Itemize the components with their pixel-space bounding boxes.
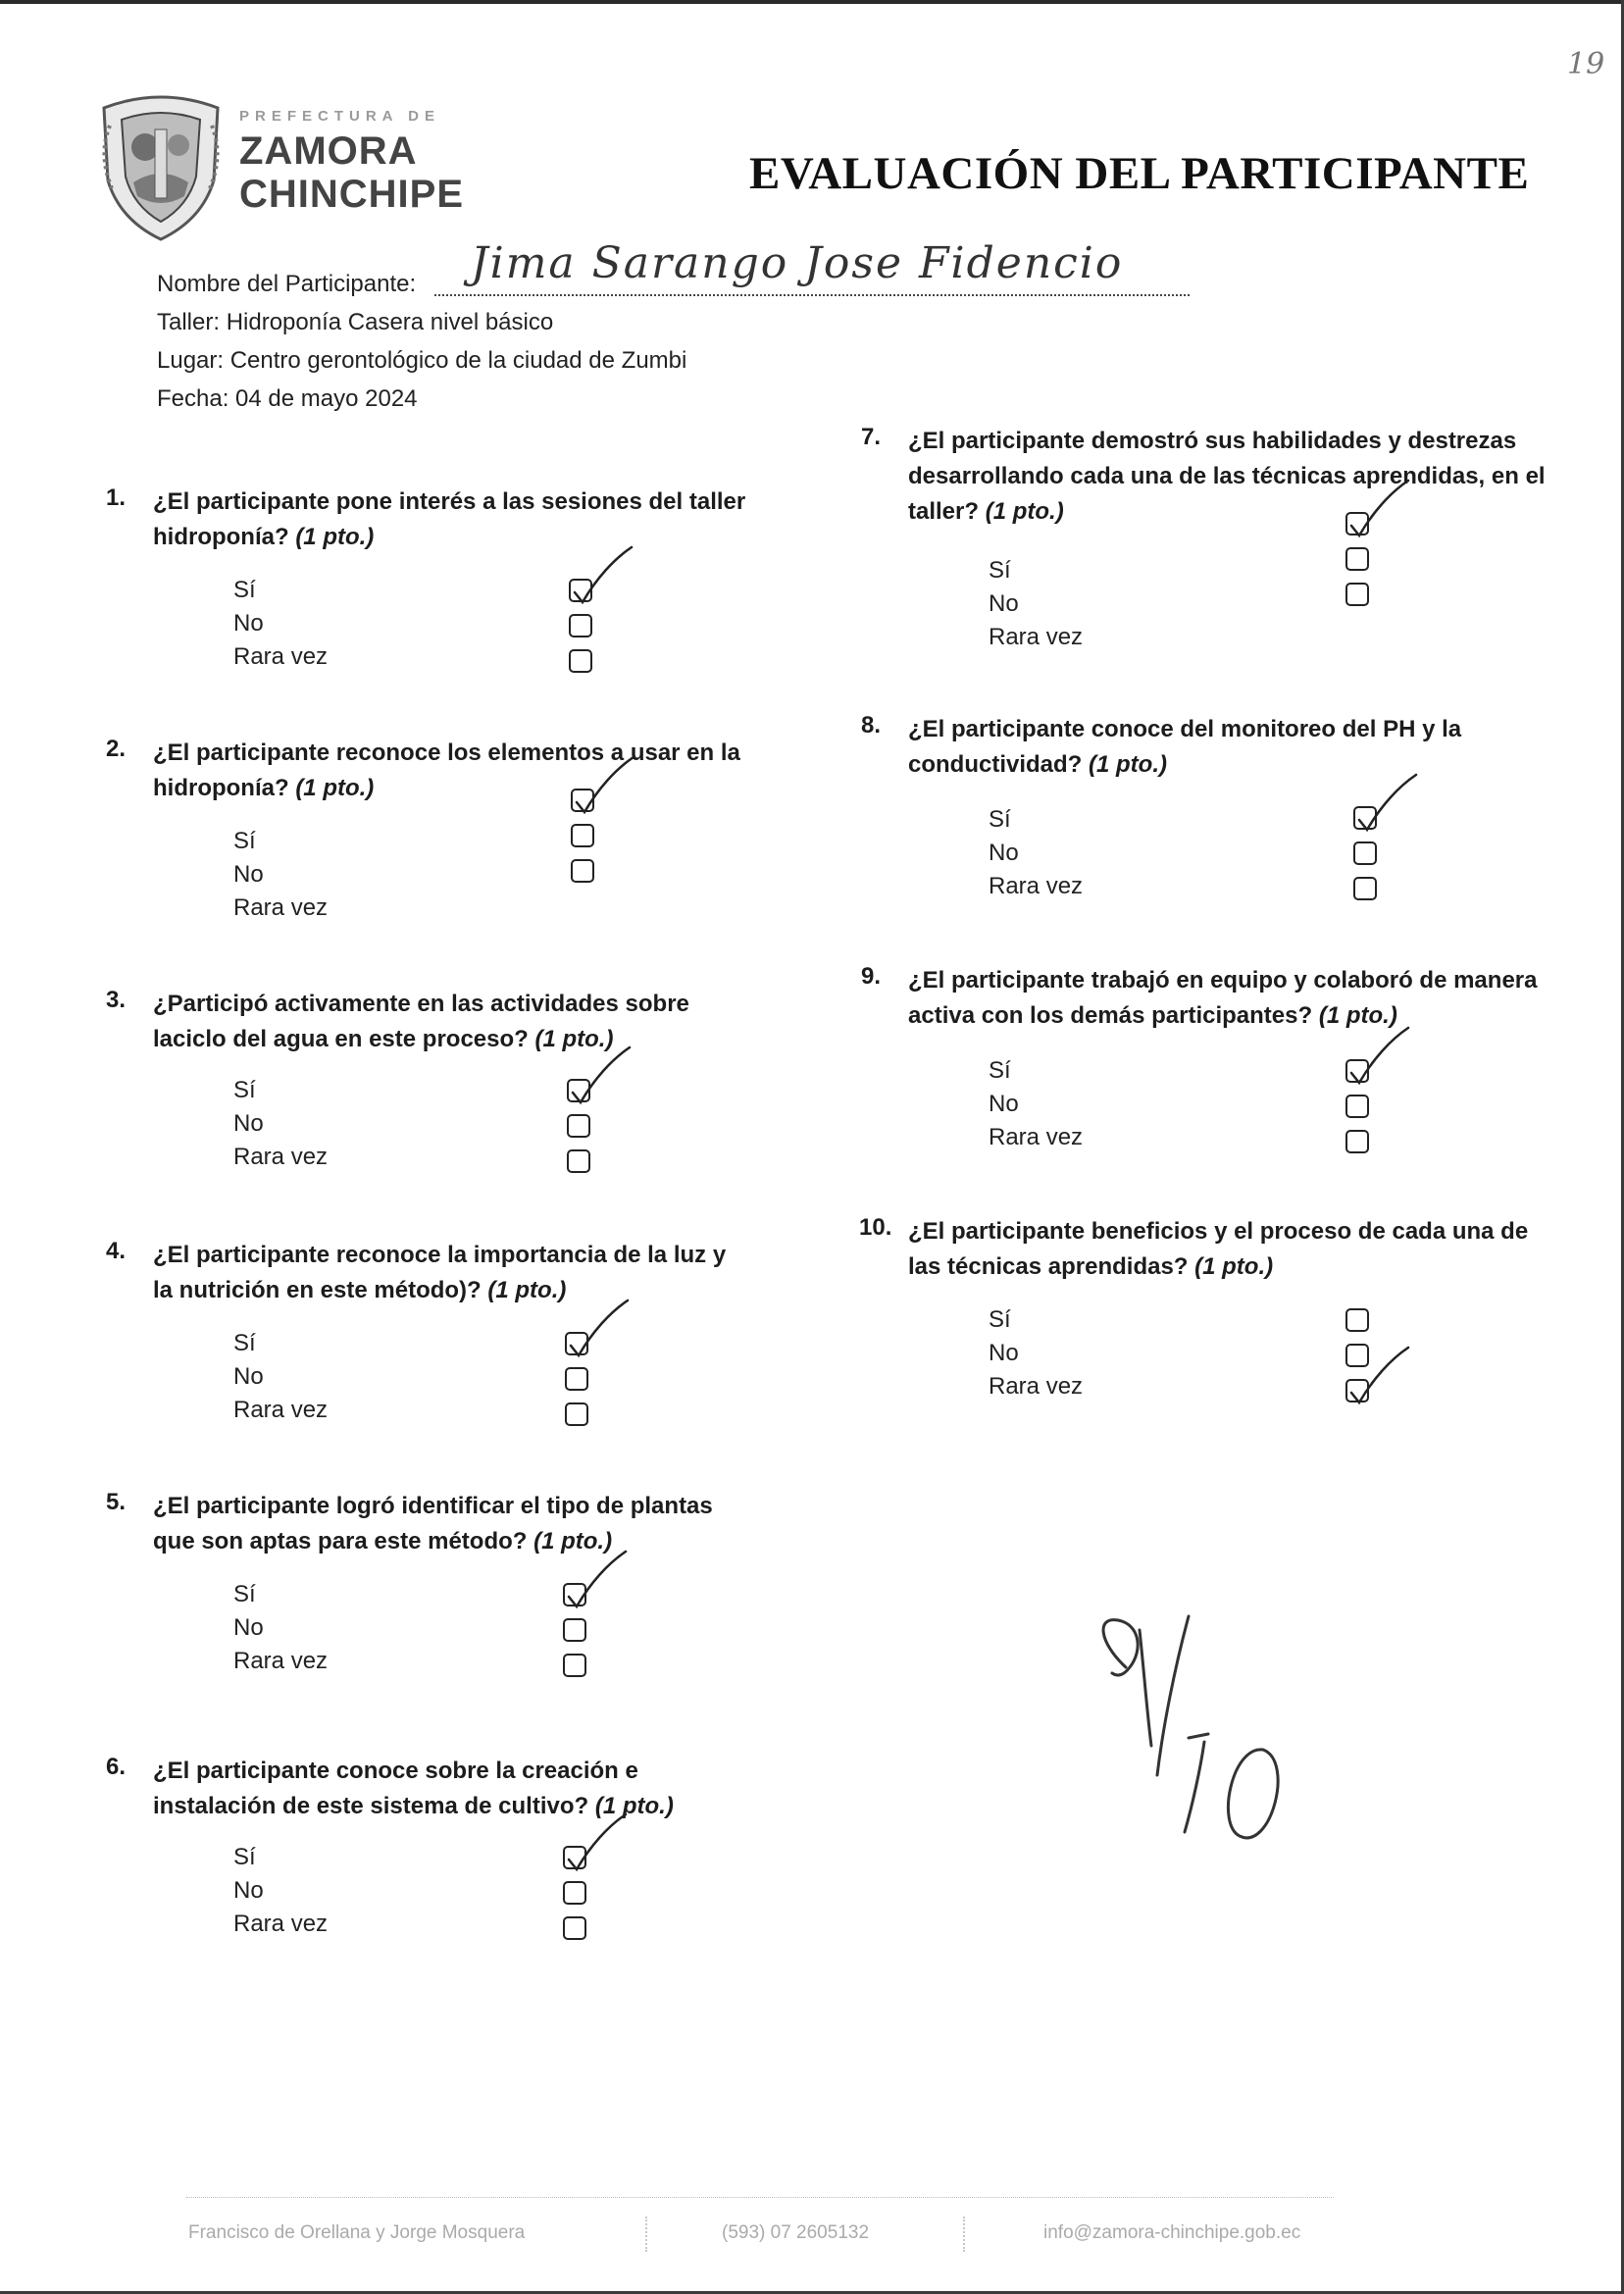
option-label: No [989,1340,1019,1366]
question-text: ¿El participante conoce del monitoreo del PH y la conductividad? (1 pto.) [908,716,1462,778]
checkbox-rara-vez[interactable] [1345,1379,1369,1402]
checkbox-rara-vez[interactable] [565,1402,588,1426]
option-label: No [233,1110,264,1137]
option-label: No [233,1614,264,1641]
checkbox-rara-vez[interactable] [1353,877,1377,900]
option-label: Rara vez [989,873,1084,899]
checkbox-rara-vez[interactable] [563,1916,586,1940]
option-label: No [233,610,264,637]
checkmark-icon [1344,475,1422,543]
footer-address: Francisco de Orellana y Jorge Mosquera [188,2222,526,2243]
option-label: Sí [989,806,1011,833]
option-label: Rara vez [233,1648,329,1674]
checkbox-rara-vez[interactable] [1345,583,1369,606]
prefectura-logo [94,86,506,243]
question-number: 2. [106,736,127,762]
option-label: No [233,861,264,888]
question-text: ¿El participante conoce sobre la creación e instalación de este sistema de cultivo? (1 pto.) [153,1758,674,1819]
checkbox-rara-vez[interactable] [569,649,592,673]
checkbox-no[interactable] [567,1114,590,1138]
question-number: 8. [861,712,882,739]
checkbox-s[interactable] [563,1583,586,1606]
checkmark-icon [563,1295,641,1363]
checkbox-no[interactable] [563,1618,586,1642]
participant-name-handwritten: Jima Sarango Jose Fidencio [471,238,1124,288]
question-text: ¿Participó activamente en las actividades sobre laciclo del agua en este proceso? (1 pto.) [153,991,689,1052]
option-label: Rara vez [233,643,329,670]
logo-chinchipe-text: CHINCHIPE [239,173,465,216]
lugar-line: Lugar: Centro gerontológico de la ciudad de Zumbi [157,347,687,374]
checkbox-no[interactable] [1345,1095,1369,1118]
document-title: EVALUACIÓN DEL PARTICIPANTE [749,148,1530,199]
question-text: ¿El participante logró identificar el tipo de plantas que son aptas para este método? (1 pto.) [153,1493,713,1555]
option-label: Rara vez [989,1373,1084,1400]
checkmark-icon [561,1546,639,1614]
footer-separator [963,2217,973,2252]
checkbox-s[interactable] [569,579,592,602]
checkmark-icon [1344,1022,1422,1091]
checkbox-rara-vez[interactable] [1345,1130,1369,1153]
option-label: Sí [233,577,256,603]
option-label: No [989,1091,1019,1117]
checkbox-rara-vez[interactable] [563,1654,586,1677]
checkbox-no[interactable] [565,1367,588,1391]
checkbox-rara-vez[interactable] [571,859,594,883]
checkmark-icon [561,1809,639,1877]
checkbox-no[interactable] [1353,841,1377,865]
question-number: 3. [106,987,127,1013]
option-label: Sí [233,828,256,854]
checkbox-s[interactable] [1345,1308,1369,1332]
taller-line: Taller: Hidroponía Casera nivel básico [157,309,554,335]
question-number: 10. [859,1214,892,1241]
checkbox-s[interactable] [565,1332,588,1355]
footer-separator [645,2217,655,2252]
checkbox-rara-vez[interactable] [567,1149,590,1173]
option-label: Rara vez [989,624,1084,650]
option-label: Rara vez [233,894,329,921]
question-number: 1. [106,484,127,511]
question-number: 4. [106,1238,127,1264]
option-label: No [989,590,1019,617]
scan-edge-top [0,0,1624,4]
question-number: 7. [861,424,882,450]
checkbox-s[interactable] [1345,1059,1369,1083]
checkbox-s[interactable] [1353,806,1377,830]
footer-email: info@zamora-chinchipe.gob.ec [1043,2222,1301,2243]
option-label: Sí [233,1581,256,1607]
fecha-line: Fecha: 04 de mayo 2024 [157,385,418,412]
checkmark-icon [569,751,647,820]
option-label: Rara vez [989,1124,1084,1150]
checkbox-s[interactable] [571,789,594,812]
logo-prefectura-text: PREFECTURA DE [239,108,440,125]
question-number: 5. [106,1489,127,1515]
option-label: Sí [233,1077,256,1103]
participant-name-line [434,294,1190,296]
option-label: Sí [233,1844,256,1870]
checkbox-s[interactable] [1345,512,1369,535]
handwritten-score [1079,1608,1334,1863]
checkmark-icon [565,1042,643,1110]
checkmark-icon [567,541,645,610]
footer-rule [186,2197,1334,2198]
question-text: ¿El participante beneficios y el proceso de cada una de las técnicas aprendidas? (1 pto.) [908,1218,1529,1280]
question-number: 6. [106,1754,127,1780]
question-text: ¿El participante reconoce los elementos a usar en la hidroponía? (1 pto.) [153,739,740,801]
logo-zamora-text: ZAMORA [239,129,418,173]
question-text: ¿El participante reconoce la importancia de la luz y la nutrición en este método)? (1 pto.) [153,1242,727,1303]
shield-emblem-icon [94,86,228,243]
checkbox-s[interactable] [567,1079,590,1102]
footer-phone: (593) 07 2605132 [722,2222,870,2243]
option-label: Rara vez [233,1911,329,1937]
question-number: 9. [861,963,882,990]
question-text: ¿El participante demostró sus habilidades y destrezas desarrollando cada una de las técnicas aprendidas, en el taller? (1 pto.) [908,428,1546,525]
checkmark-icon [1351,769,1430,838]
checkbox-s[interactable] [563,1846,586,1869]
checkmark-icon [1344,1342,1422,1410]
page-number: 19 [1567,47,1605,81]
option-label: Sí [989,1057,1011,1084]
checkbox-no[interactable] [569,614,592,637]
checkbox-no[interactable] [563,1881,586,1905]
option-label: Sí [989,557,1011,584]
option-label: Sí [233,1330,256,1356]
checkbox-no[interactable] [1345,547,1369,571]
participant-label: Nombre del Participante: [157,271,417,297]
option-label: Rara vez [233,1144,329,1170]
checkbox-no[interactable] [571,824,594,847]
question-text: ¿El participante pone interés a las sesiones del taller hidroponía? (1 pto.) [153,488,746,550]
option-label: No [989,840,1019,866]
option-label: No [233,1363,264,1390]
option-label: Rara vez [233,1397,329,1423]
option-label: No [233,1877,264,1904]
question-text: ¿El participante trabajó en equipo y colaboró de manera activa con los demás participantes? (1 pto.) [908,967,1538,1029]
option-label: Sí [989,1306,1011,1333]
